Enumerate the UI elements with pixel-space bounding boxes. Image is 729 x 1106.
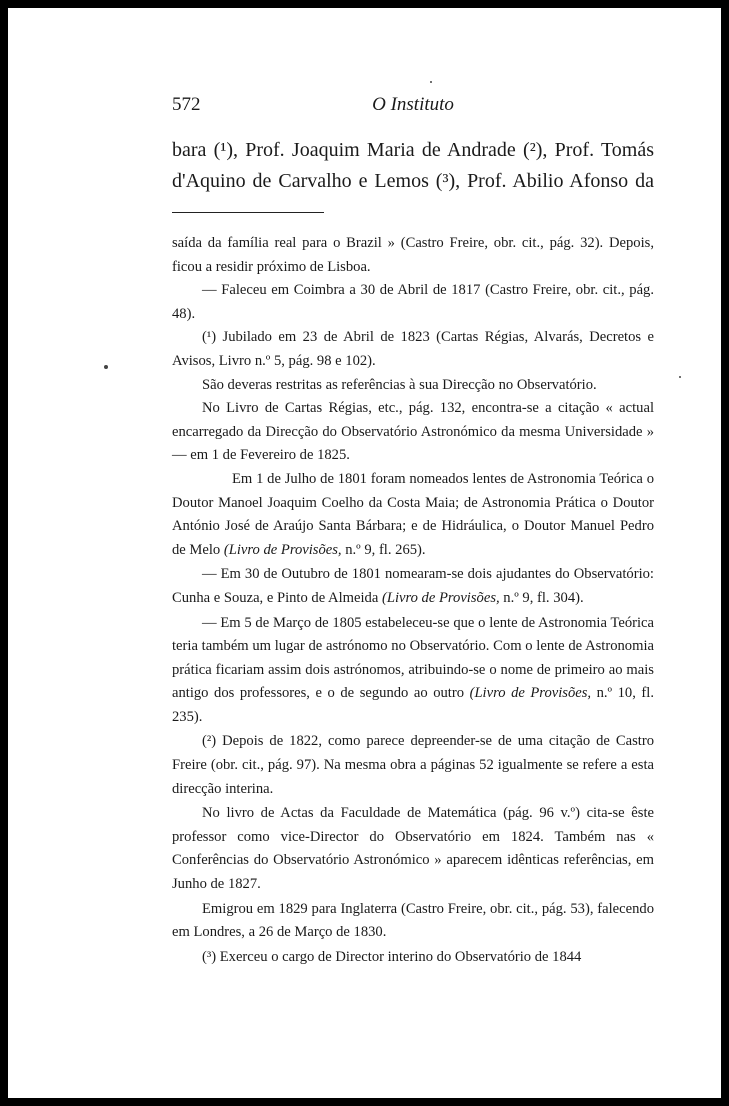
footnote-paragraph: — Faleceu em Coimbra a 30 de Abril de 1817 (Castro Freire, obr. cit., pág. 48). bbox=[172, 282, 654, 322]
book-page bbox=[8, 8, 721, 1098]
footnote-paragraph: saída da família real para o Brazil » (Castro Freire, obr. cit., pág. 32). Depois, ficou a residir próximo de Lisboa. bbox=[172, 235, 654, 275]
main-body-text: bara (¹), Prof. Joaquim Maria de Andrade (²), Prof. Tomás d'Aquino de Carvalho e Lemos (³), Prof. Abilio Afonso da bbox=[172, 139, 654, 192]
running-head bbox=[172, 94, 654, 122]
journal-title: O Instituto bbox=[372, 94, 454, 115]
footnote-paragraph: (³) Exerceu o cargo de Director interino do Observatório de 1844 bbox=[202, 948, 582, 965]
footnote-paragraph: — Em 30 de Outubro de 1801 nomearam-se dois ajudantes do Observatório: Cunha e Souza, e Pinto de Almeida (Livro de Provisões, n.º 9, fl. 304). bbox=[172, 566, 654, 606]
page-number: 572 bbox=[172, 94, 201, 115]
footnote-paragraph: (¹) Jubilado em 23 de Abril de 1823 (Cartas Régias, Alvarás, Decretos e Avisos, Livro n.º 5, pág. 98 e 102). bbox=[172, 329, 654, 369]
footnote-separator bbox=[172, 212, 324, 213]
footnote-paragraph: (²) Depois de 1822, como parece depreender-se de uma citação de Castro Freire (obr. cit., pág. 97). Na mesma obra a páginas 52 igualmente se refere a esta direcção interina. bbox=[172, 733, 654, 797]
footnote-paragraph: No livro de Actas da Faculdade de Matemática (pág. 96 v.º) cita-se êste professor como vice-Director do Observatório em 1824. Também nas « Conferências do Observatório Astronómico » aparecem idênticas referências, em Junho de 1827. bbox=[172, 805, 654, 893]
footnote-paragraph: São deveras restritas as referências à sua Direcção no Observatório. bbox=[202, 376, 597, 393]
footnote-paragraph: — Em 5 de Março de 1805 estabeleceu-se que o lente de Astronomia Teórica teria também um lugar de astrónomo no Observatório. Com o lente de Astronomia prática ficariam assim dois astrónomos, atribuindo-se o nome de primeiro ao mais antigo dos professores, e o de segundo ao outro (Livro de Provisões, n.º 10, fl. 235). bbox=[172, 614, 654, 725]
specks bbox=[104, 365, 108, 369]
footnote-paragraph: Em 1 de Julho de 1801 foram nomeados lentes de Astronomia Teórica o Doutor Manoel Joaquim Coelho da Costa Maia; de Astronomia Prática o Doutor António José de Araújo Santa Bárbara; e de Hidráulica, o Doutor Manuel Pedro de Melo (Livro de Provisões, n.º 9, fl. 265). bbox=[172, 470, 654, 558]
footnote-paragraph: No Livro de Cartas Régias, etc., pág. 132, encontra-se a citação « actual encarregado da Direcção do Observatório Astronómico da mesma Universidade » — em 1 de Fevereiro de 1825. bbox=[172, 400, 654, 464]
specks bbox=[430, 81, 432, 83]
specks bbox=[679, 376, 681, 378]
footnotes bbox=[172, 232, 654, 969]
footnote-paragraph: Emigrou em 1829 para Inglaterra (Castro Freire, obr. cit., pág. 53), falecendo em Londres, a 26 de Março de 1830. bbox=[172, 900, 654, 941]
